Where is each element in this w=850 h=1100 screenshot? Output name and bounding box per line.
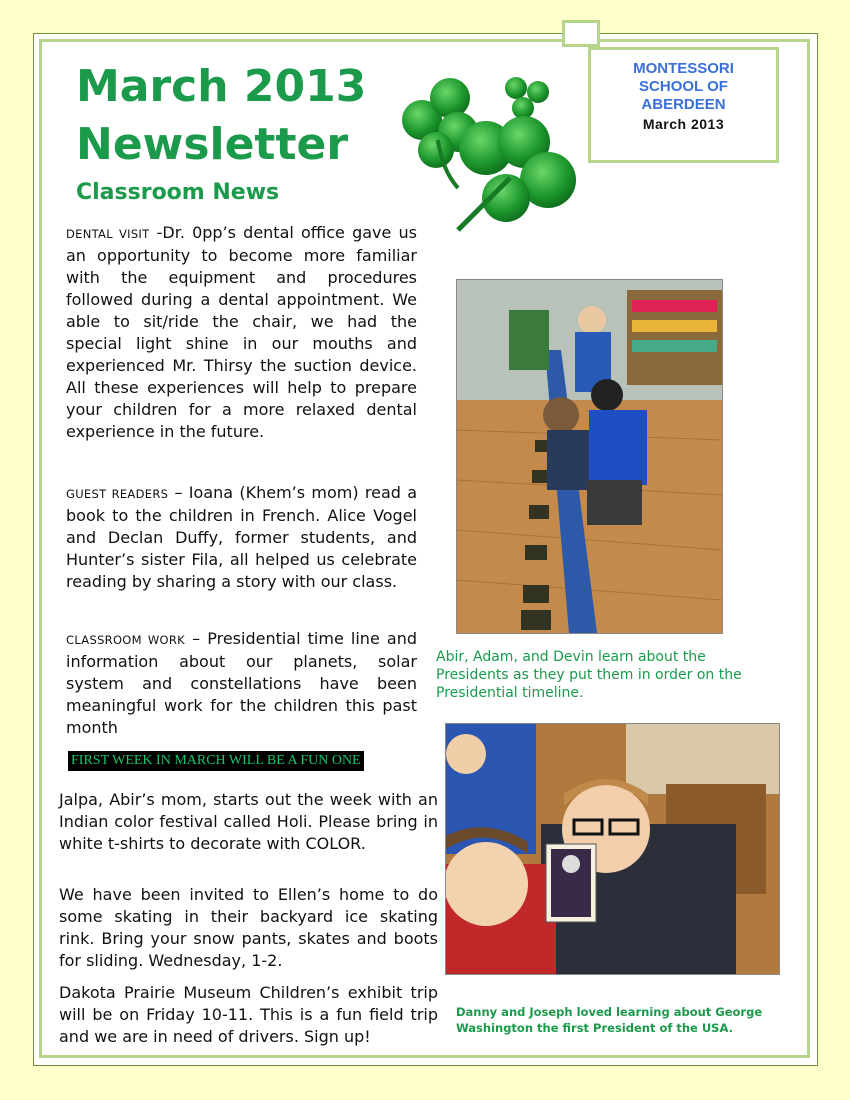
school-name: MONTESSORI SCHOOL OF ABERDEEN bbox=[633, 60, 734, 113]
article-caption: GUEST READERS bbox=[66, 487, 169, 501]
event-skating: We have been invited to Ellen’s home to do some skating in their backyard ice skating rink. Bring your snow pants, skates and boots for sliding. Wednesday, 1-2. bbox=[59, 885, 438, 970]
article-text: – Presidential time line and information about our planets, solar system and constellations have been meaningful work for the children this past month bbox=[66, 629, 417, 737]
classroom-work-article bbox=[66, 628, 417, 739]
article-caption: CLASSROOM WORK bbox=[66, 633, 186, 647]
photo-1-caption: Abir, Adam, and Devin learn about the Presidents as they put them in order on the Presidential timeline. bbox=[436, 649, 742, 701]
article-text: – Ioana (Khem’s mom) read a book to the children in French. Alice Vogel and Declan Duffy, former students, and Hunter’s sister Fila, all helped us celebrate reading by sharing a story with our class. bbox=[66, 483, 417, 591]
first-week-banner: FIRST WEEK IN MARCH WILL BE A FUN ONE bbox=[68, 751, 364, 771]
school-info-box bbox=[588, 47, 779, 163]
clover-small bbox=[505, 77, 549, 119]
classroom-news-heading: Classroom News bbox=[76, 180, 280, 205]
shamrock-clovers-icon bbox=[398, 70, 588, 235]
washington-photo-image bbox=[446, 724, 779, 974]
newsletter-title bbox=[76, 58, 366, 174]
title-line-2: Newsletter bbox=[76, 119, 349, 170]
article-text: -Dr. 0pp’s dental office gave us an opportunity to become more familiar with the equipment and procedures followed during a dental appointment. We able to sit/ride the chair, we had the special light shine in our mouths and experienced Mr. Thirsy the suction device. All these experiences will help to prepare your children for a more relaxed dental experience in the future. bbox=[66, 223, 417, 441]
photo-presidential-timeline bbox=[456, 279, 723, 634]
event-museum-trip: Dakota Prairie Museum Children’s exhibit trip will be on Friday 10-11. This is a fun field trip and we are in need of drivers. Sign up! bbox=[59, 983, 438, 1046]
issue-date: March 2013 bbox=[642, 116, 725, 132]
photo-2-caption: Danny and Joseph loved learning about George Washington the first President of the USA. bbox=[456, 1005, 763, 1035]
dental-visit-article bbox=[66, 222, 417, 443]
title-line-1: March 2013 bbox=[76, 61, 367, 112]
guest-readers-article bbox=[66, 482, 417, 593]
clover-big bbox=[459, 116, 576, 222]
event-holi: Jalpa, Abir’s mom, starts out the week with an Indian color festival called Holi. Please bring in white t-shirts to decorate with COLOR. bbox=[59, 790, 438, 853]
timeline-photo-image bbox=[457, 280, 722, 633]
page-tab-decoration bbox=[562, 20, 600, 47]
article-caption: DENTAL VISIT bbox=[66, 227, 150, 241]
photo-george-washington bbox=[445, 723, 780, 975]
